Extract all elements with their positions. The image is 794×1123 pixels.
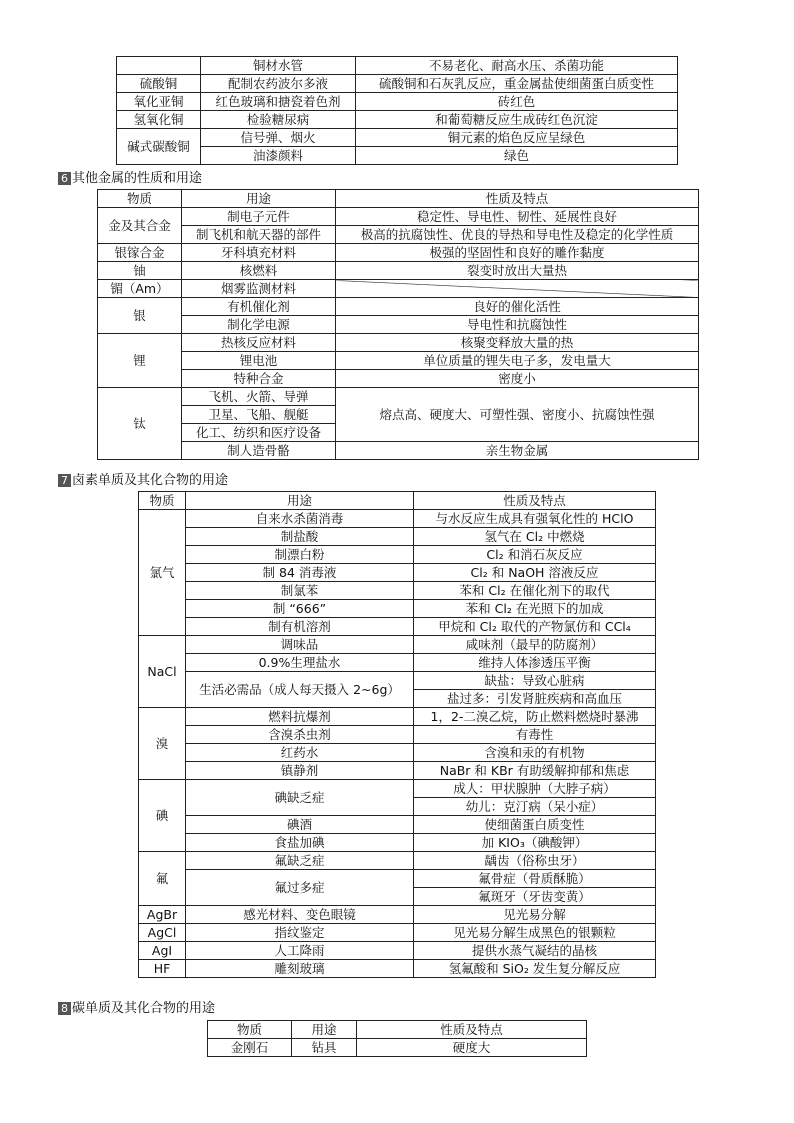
table-row <box>98 370 699 388</box>
cell: 信号弹、烟火 <box>201 129 356 147</box>
substance-cell: 溴 <box>139 708 186 780</box>
cell: 见光易分解生成黑色的银颗粒 <box>414 924 656 942</box>
cell: 锂电池 <box>182 352 336 370</box>
cell: 幼儿：克汀病（呆小症） <box>414 798 656 816</box>
cell: 制飞机和航天器的部件 <box>182 226 336 244</box>
section-heading-6 <box>58 171 202 187</box>
substance-cell: 银镓合金 <box>98 244 182 262</box>
cell: Cl₂ 和消石灰反应 <box>414 546 656 564</box>
table-row <box>117 111 678 129</box>
substance-cell: 金及其合金 <box>98 208 182 244</box>
table-row <box>98 226 699 244</box>
cell: 制盐酸 <box>186 528 414 546</box>
substance-cell: 氟 <box>139 852 186 906</box>
substance-cell: 铀 <box>98 262 182 280</box>
substance-cell: 锂 <box>98 334 182 388</box>
section-title: 碳单质及其化合物的用途 <box>72 1001 216 1016</box>
cell: 红色玻璃和搪瓷着色剂 <box>201 93 356 111</box>
cell: 铜材水管 <box>201 57 356 75</box>
cell: 缺盐：导致心脏病 <box>414 672 656 690</box>
cell: 指纹鉴定 <box>186 924 414 942</box>
cell: 氟过多症 <box>186 870 414 906</box>
substance-cell: 氧化亚铜 <box>117 93 201 111</box>
cell: 人工降雨 <box>186 942 414 960</box>
substance-cell: 硫酸铜 <box>117 75 201 93</box>
cell: 燃料抗爆剂 <box>186 708 414 726</box>
cell: 加 KIO₃（碘酸钾） <box>414 834 656 852</box>
cell: 见光易分解 <box>414 906 656 924</box>
cell: 稳定性、导电性、韧性、延展性良好 <box>336 208 699 226</box>
cell: 0.9%生理盐水 <box>186 654 414 672</box>
table-row <box>139 780 656 798</box>
table-row <box>139 762 656 780</box>
table-row <box>139 960 656 978</box>
table-row <box>98 244 699 262</box>
table-row <box>98 280 699 298</box>
table-row <box>98 352 699 370</box>
cell: 铜元素的焰色反应呈绿色 <box>356 129 678 147</box>
cell: 热核反应材料 <box>182 334 336 352</box>
cell: 导电性和抗腐蚀性 <box>336 316 699 334</box>
table-row <box>98 208 699 226</box>
table-row <box>117 93 678 111</box>
cell: 调味品 <box>186 636 414 654</box>
substance-cell: 银 <box>98 298 182 334</box>
cell: 特种合金 <box>182 370 336 388</box>
cell: 砖红色 <box>356 93 678 111</box>
substance-cell: AgBr <box>139 906 186 924</box>
substance-cell: 碱式碳酸铜 <box>117 129 201 165</box>
cell: 甲烷和 Cl₂ 取代的产物氯仿和 CCl₄ <box>414 618 656 636</box>
cell: 核燃料 <box>182 262 336 280</box>
table-row <box>139 528 656 546</box>
table-row <box>117 147 678 165</box>
cell: 苯和 Cl₂ 在催化剂下的取代 <box>414 582 656 600</box>
cell: 化工、纺织和医疗设备 <box>182 424 336 442</box>
table-row <box>98 316 699 334</box>
cell: 硬度大 <box>357 1039 587 1057</box>
cell: 极高的抗腐蚀性、优良的导热和导电性及稳定的化学性质 <box>336 226 699 244</box>
cell: 有毒性 <box>414 726 656 744</box>
cell: 硫酸铜和石灰乳反应，重金属盐使细菌蛋白质变性 <box>356 75 678 93</box>
cell: 氟缺乏症 <box>186 852 414 870</box>
cell: 单位质量的锂失电子多，发电量大 <box>336 352 699 370</box>
table-header-row <box>139 492 656 510</box>
cell: 氟骨症（骨质酥脆） <box>414 870 656 888</box>
table-row <box>139 726 656 744</box>
cell: 碘缺乏症 <box>186 780 414 816</box>
cell: 制有机溶剂 <box>186 618 414 636</box>
table-row <box>139 942 656 960</box>
cell: 感光材料、变色眼镜 <box>186 906 414 924</box>
table-row <box>139 564 656 582</box>
column-header: 物质 <box>139 492 186 510</box>
cell: 龋齿（俗称虫牙） <box>414 852 656 870</box>
cell: 制人造骨骼 <box>182 442 336 460</box>
other-metals-table <box>97 189 699 460</box>
halogen-table <box>138 491 656 978</box>
substance-cell: 氢氧化铜 <box>117 111 201 129</box>
cell: 含溴杀虫剂 <box>186 726 414 744</box>
substance-cell: AgCl <box>139 924 186 942</box>
section-number-badge: 7 <box>58 474 71 487</box>
table-row <box>139 654 656 672</box>
table-row <box>117 129 678 147</box>
table-row <box>117 75 678 93</box>
column-header: 物质 <box>98 190 182 208</box>
section-number-badge: 6 <box>58 172 71 185</box>
cell: 制化学电源 <box>182 316 336 334</box>
table-row <box>98 442 699 460</box>
cell: 含溴和汞的有机物 <box>414 744 656 762</box>
cell: 钻具 <box>292 1039 357 1057</box>
table-row <box>139 510 656 528</box>
empty-diagonal-cell <box>336 280 699 298</box>
column-header: 性质及特点 <box>414 492 656 510</box>
cell: 氟斑牙（牙齿变黄） <box>414 888 656 906</box>
cell: 亲生物金属 <box>336 442 699 460</box>
table-row <box>139 636 656 654</box>
cell: 检验糖尿病 <box>201 111 356 129</box>
cell: 裂变时放出大量热 <box>336 262 699 280</box>
column-header: 性质及特点 <box>357 1021 587 1039</box>
section-title: 卤素单质及其化合物的用途 <box>72 473 229 488</box>
cell: 不易老化、耐高水压、杀菌功能 <box>356 57 678 75</box>
section-number-badge: 8 <box>58 1002 71 1015</box>
cell: 烟雾监测材料 <box>182 280 336 298</box>
cell: 咸味剂（最早的防腐剂） <box>414 636 656 654</box>
cell: NaBr 和 KBr 有助缓解抑郁和焦虑 <box>414 762 656 780</box>
cell: Cl₂ 和 NaOH 溶液反应 <box>414 564 656 582</box>
table-row <box>139 618 656 636</box>
cell: 绿色 <box>356 147 678 165</box>
cell: 盐过多：引发肾脏疾病和高血压 <box>414 690 656 708</box>
substance-cell: 金刚石 <box>208 1039 292 1057</box>
cell: 制漂白粉 <box>186 546 414 564</box>
cell: 氢氟酸和 SiO₂ 发生复分解反应 <box>414 960 656 978</box>
table-row <box>139 546 656 564</box>
cell: 熔点高、硬度大、可塑性强、密度小、抗腐蚀性强 <box>336 388 699 442</box>
cell: 红药水 <box>186 744 414 762</box>
table-row <box>98 262 699 280</box>
table-row <box>98 388 699 406</box>
table-row <box>208 1039 587 1057</box>
cell: 碘酒 <box>186 816 414 834</box>
section-heading-7 <box>58 473 228 489</box>
substance-cell: 碘 <box>139 780 186 852</box>
substance-cell: AgI <box>139 942 186 960</box>
cell: 苯和 Cl₂ 在光照下的加成 <box>414 600 656 618</box>
table-row <box>139 600 656 618</box>
cell: 极强的坚固性和良好的雕作黏度 <box>336 244 699 262</box>
cell: 1，2-二溴乙烷，防止燃料燃烧时暴沸 <box>414 708 656 726</box>
substance-cell: HF <box>139 960 186 978</box>
table-header-row <box>208 1021 587 1039</box>
cell: 核聚变释放大量的热 <box>336 334 699 352</box>
table-row <box>139 582 656 600</box>
table-row <box>139 672 656 690</box>
table-row <box>139 816 656 834</box>
cell: 使细菌蛋白质变性 <box>414 816 656 834</box>
cell: 氢气在 Cl₂ 中燃烧 <box>414 528 656 546</box>
cell: 维持人体渗透压平衡 <box>414 654 656 672</box>
table-row <box>139 708 656 726</box>
table-header-row <box>98 190 699 208</box>
table-row <box>117 57 678 75</box>
cell: 自来水杀菌消毒 <box>186 510 414 528</box>
column-header: 用途 <box>182 190 336 208</box>
cell: 油漆颜料 <box>201 147 356 165</box>
table-row <box>98 334 699 352</box>
cell: 镇静剂 <box>186 762 414 780</box>
table-row <box>139 924 656 942</box>
substance-cell: 氯气 <box>139 510 186 636</box>
cell: 配制农药波尔多液 <box>201 75 356 93</box>
table-row <box>139 834 656 852</box>
cell: 制氯苯 <box>186 582 414 600</box>
substance-cell: 钛 <box>98 388 182 460</box>
carbon-table <box>207 1020 587 1057</box>
cell: 食盐加碘 <box>186 834 414 852</box>
cell: 良好的催化活性 <box>336 298 699 316</box>
column-header: 性质及特点 <box>336 190 699 208</box>
table-row <box>139 744 656 762</box>
cell: 有机催化剂 <box>182 298 336 316</box>
substance-cell: NaCl <box>139 636 186 708</box>
cell: 卫星、飞船、舰艇 <box>182 406 336 424</box>
column-header: 物质 <box>208 1021 292 1039</box>
column-header: 用途 <box>292 1021 357 1039</box>
table-row <box>98 298 699 316</box>
cell: 与水反应生成具有强氧化性的 HClO <box>414 510 656 528</box>
substance-cell: 镅（Am） <box>98 280 182 298</box>
copper-compounds-table <box>116 56 678 165</box>
cell: 制电子元件 <box>182 208 336 226</box>
cell: 密度小 <box>336 370 699 388</box>
table-row <box>139 906 656 924</box>
cell: 提供水蒸气凝结的晶核 <box>414 942 656 960</box>
cell: 牙科填充材料 <box>182 244 336 262</box>
cell: 飞机、火箭、导弹 <box>182 388 336 406</box>
section-title: 其他金属的性质和用途 <box>72 171 203 186</box>
cell: 雕刻玻璃 <box>186 960 414 978</box>
cell: 和葡萄糖反应生成砖红色沉淀 <box>356 111 678 129</box>
cell: 生活必需品（成人每天摄入 2~6g） <box>186 672 414 708</box>
cell: 制 “666” <box>186 600 414 618</box>
table-row <box>139 852 656 870</box>
table-row <box>139 870 656 888</box>
cell: 制 84 消毒液 <box>186 564 414 582</box>
section-heading-8 <box>58 1001 215 1017</box>
column-header: 用途 <box>186 492 414 510</box>
cell: 成人：甲状腺肿（大脖子病） <box>414 780 656 798</box>
